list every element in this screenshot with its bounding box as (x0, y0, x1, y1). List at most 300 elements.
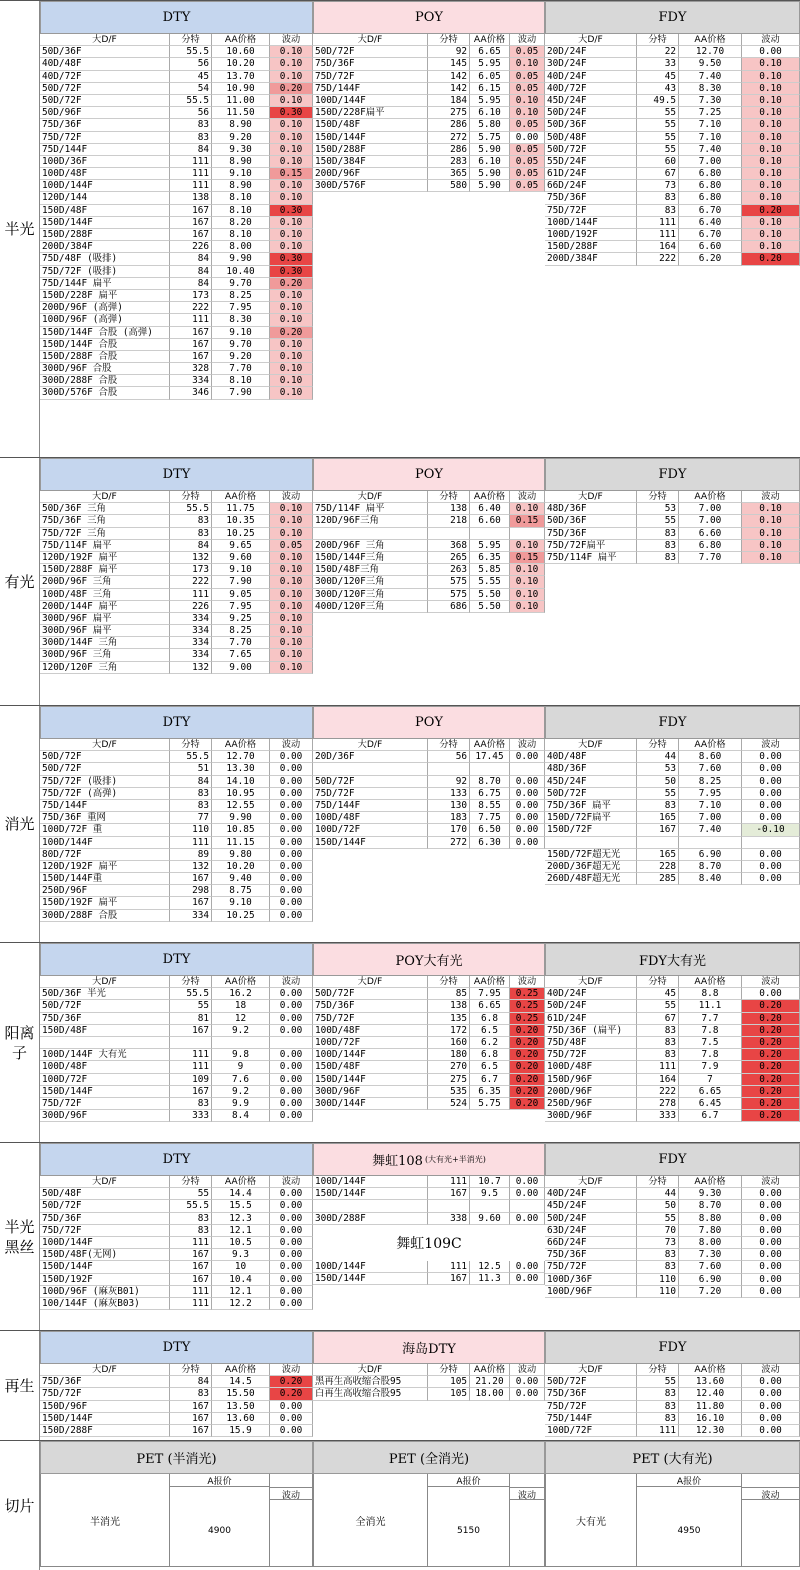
table-row[interactable] (40, 1049, 313, 1061)
table-row[interactable] (40, 1261, 313, 1273)
table-row[interactable] (40, 1249, 313, 1261)
table-row[interactable] (313, 1376, 545, 1388)
spec-cell: 40D/24F (545, 71, 637, 83)
table-row[interactable] (545, 1237, 800, 1249)
table-row[interactable] (313, 824, 545, 836)
spec-cell: 75D/72F (高弹) (40, 788, 170, 800)
table-row[interactable] (545, 1200, 800, 1212)
table-row[interactable] (40, 229, 313, 241)
spec-cell: 50D/24F (545, 107, 637, 119)
table-row[interactable] (313, 788, 545, 800)
change-cell: 0.00 (270, 1098, 313, 1110)
section-label: 消光 (0, 706, 40, 942)
spec-cell: 75D/72F (吸排) (40, 776, 170, 788)
change-cell: 0.10 (270, 613, 313, 625)
table-row[interactable] (313, 1049, 545, 1061)
price-cell: 10.4 (212, 1274, 270, 1286)
table-row[interactable] (545, 71, 800, 83)
table-row[interactable] (313, 71, 545, 83)
spec-cell: 100D/72F 重 (40, 824, 170, 836)
table-row[interactable] (545, 253, 800, 265)
table-row[interactable] (40, 601, 313, 613)
table-row[interactable] (545, 58, 800, 70)
pet-change-col (270, 1474, 313, 1567)
table-row[interactable] (545, 144, 800, 156)
table-row[interactable] (40, 625, 313, 637)
table-row[interactable] (40, 351, 313, 363)
table-row[interactable] (313, 763, 545, 775)
table-row[interactable] (40, 1213, 313, 1225)
price-cell: 9.10 (212, 897, 270, 909)
table-row[interactable] (313, 503, 545, 515)
table-row[interactable] (545, 988, 800, 1000)
table-row[interactable] (545, 1401, 800, 1413)
table-row[interactable] (545, 241, 800, 253)
table-row[interactable] (40, 1200, 313, 1212)
table-row[interactable] (40, 1074, 313, 1086)
dtex-cell: 167 (170, 1025, 212, 1037)
table-row[interactable] (40, 897, 313, 909)
price-cell: 7.8 (679, 1049, 742, 1061)
table-row[interactable] (313, 776, 545, 788)
table-row[interactable] (545, 1425, 800, 1437)
table-row[interactable] (545, 229, 800, 241)
table-row[interactable] (313, 1213, 545, 1225)
table-row[interactable] (40, 1098, 313, 1110)
table-row[interactable] (545, 1261, 800, 1273)
block-fdy (545, 1331, 800, 1437)
block-dty (40, 706, 313, 922)
column-header: 分特 (637, 739, 679, 751)
dtex-cell: 286 (428, 119, 470, 131)
table-row[interactable] (40, 1376, 313, 1388)
section-label: 阳离子 (0, 943, 40, 1142)
table-row[interactable] (40, 837, 313, 849)
table-row[interactable] (313, 988, 545, 1000)
table-row[interactable] (313, 1388, 545, 1400)
spec-cell: 50D/48F (40, 1188, 170, 1200)
spec-cell: 75D/144F (313, 83, 428, 95)
price-cell: 6.10 (470, 107, 510, 119)
table-row[interactable] (40, 58, 313, 70)
column-header: AA价格 (679, 34, 742, 46)
change-cell: 0.00 (270, 800, 313, 812)
table-row[interactable] (313, 1200, 545, 1212)
table-row[interactable] (40, 564, 313, 576)
table-row[interactable] (545, 1188, 800, 1200)
table-row[interactable] (40, 1286, 313, 1298)
table-row[interactable] (40, 1061, 313, 1073)
change-cell: 0.05 (510, 156, 545, 168)
column-header-row (40, 34, 313, 46)
change-cell: 0.10 (270, 576, 313, 588)
column-header: 大D/F (40, 491, 170, 503)
table-row[interactable] (40, 83, 313, 95)
table-row[interactable] (545, 1274, 800, 1286)
table-row[interactable] (40, 873, 313, 885)
table-row[interactable] (40, 278, 313, 290)
dtex-cell: 111 (637, 1425, 679, 1437)
table-row[interactable] (313, 800, 545, 812)
table-row[interactable] (40, 540, 313, 552)
table-row[interactable] (40, 1086, 313, 1098)
spec-cell: 100D/144F (545, 217, 637, 229)
table-row[interactable] (545, 1098, 800, 1110)
spec-cell: 61D/24F (545, 168, 637, 180)
table-row[interactable] (40, 363, 313, 375)
table-row[interactable] (545, 1225, 800, 1237)
table-row[interactable] (40, 71, 313, 83)
price-cell: 7.30 (679, 1249, 742, 1261)
table-row[interactable] (40, 1237, 313, 1249)
change-cell: 0.00 (742, 1401, 800, 1413)
table-row[interactable] (40, 1425, 313, 1437)
table-row[interactable] (313, 1098, 545, 1110)
table-row[interactable] (40, 1388, 313, 1400)
spec-cell: 260D/48F超无光 (545, 873, 637, 885)
spec-cell: 150D/48F(无网) (40, 1249, 170, 1261)
spec-cell: 66D/24F (545, 1237, 637, 1249)
table-row[interactable] (545, 1000, 800, 1012)
table-row[interactable] (40, 1401, 313, 1413)
table-row[interactable] (313, 1013, 545, 1025)
table-row[interactable] (40, 637, 313, 649)
table-row[interactable] (313, 528, 545, 540)
table-row[interactable] (40, 849, 313, 861)
change-cell: 0.00 (510, 788, 545, 800)
table-row[interactable] (545, 1388, 800, 1400)
price-label: A报价 (428, 1474, 509, 1487)
table-row[interactable] (40, 885, 313, 897)
table-row[interactable] (313, 515, 545, 527)
table-row[interactable] (40, 1225, 313, 1237)
price-cell: 5.95 (470, 58, 510, 70)
table-row[interactable] (40, 192, 313, 204)
dtex-cell: 167 (170, 1086, 212, 1098)
table-row[interactable] (40, 528, 313, 540)
price-cell: 7.95 (679, 788, 742, 800)
dtex-cell: 70 (637, 1225, 679, 1237)
table-row[interactable] (313, 156, 545, 168)
table-row[interactable] (313, 1074, 545, 1086)
table-row[interactable] (40, 613, 313, 625)
table-row[interactable] (40, 241, 313, 253)
spec-cell: 75D/36F 三角 (40, 515, 170, 527)
change-cell: 0.10 (742, 83, 800, 95)
table-row[interactable] (40, 1188, 313, 1200)
table-row[interactable] (545, 192, 800, 204)
table-row[interactable] (40, 1013, 313, 1025)
table-row[interactable] (545, 824, 800, 836)
dtex-cell: 89 (170, 849, 212, 861)
table-row[interactable] (40, 788, 313, 800)
table-row[interactable] (313, 132, 545, 144)
table-row[interactable] (545, 156, 800, 168)
table-row[interactable] (40, 751, 313, 763)
table-row[interactable] (40, 217, 313, 229)
spec-cell: 45D/24F (545, 776, 637, 788)
table-row[interactable] (313, 1176, 545, 1188)
table-row[interactable] (545, 800, 800, 812)
change-cell: 0.20 (270, 327, 313, 339)
column-header: 波动 (742, 739, 800, 751)
table-row[interactable] (313, 180, 545, 192)
table-row[interactable] (545, 46, 800, 58)
spec-cell: 100D/96F (高弹) (40, 314, 170, 326)
table-row[interactable] (40, 156, 313, 168)
block-title: POY (415, 467, 443, 482)
table-row[interactable] (313, 1025, 545, 1037)
change-cell: 0.00 (270, 1274, 313, 1286)
table-row[interactable] (313, 1061, 545, 1073)
table-row[interactable] (545, 503, 800, 515)
table-row[interactable] (40, 589, 313, 601)
change-cell: 0.10 (742, 168, 800, 180)
table-row[interactable] (545, 1249, 800, 1261)
table-row[interactable] (545, 83, 800, 95)
change-cell: 0.00 (270, 988, 313, 1000)
table-row[interactable] (40, 1000, 313, 1012)
table-row[interactable] (545, 552, 800, 564)
table-row[interactable] (40, 988, 313, 1000)
table-row[interactable] (40, 1037, 313, 1049)
spec-cell: 100D/48F (313, 1025, 428, 1037)
change-cell: -0.10 (742, 824, 800, 836)
column-header: AA价格 (470, 976, 510, 988)
table-row[interactable] (545, 180, 800, 192)
dtex-cell: 55 (170, 1188, 212, 1200)
change-cell: 0.00 (510, 800, 545, 812)
table-row[interactable] (313, 58, 545, 70)
table-row[interactable] (545, 1286, 800, 1298)
dtex-cell: 55 (637, 107, 679, 119)
table-row[interactable] (545, 168, 800, 180)
column-header: 大D/F (545, 34, 637, 46)
block-poy (313, 1143, 545, 1285)
change-cell: 0.00 (270, 1261, 313, 1273)
table-row[interactable] (40, 132, 313, 144)
table-row[interactable] (545, 1110, 800, 1122)
table-row[interactable] (313, 812, 545, 824)
spec-cell: 75D/48F (吸排) (40, 253, 170, 265)
table-row[interactable] (40, 800, 313, 812)
table-row[interactable] (40, 515, 313, 527)
dtex-cell: 83 (170, 800, 212, 812)
column-header: AA价格 (212, 739, 270, 751)
table-row[interactable] (545, 812, 800, 824)
table-row[interactable] (545, 1074, 800, 1086)
table-row[interactable] (545, 1025, 800, 1037)
dtex-cell: 84 (170, 776, 212, 788)
table-row[interactable] (313, 46, 545, 58)
price-cell: 9.20 (212, 351, 270, 363)
spec-cell: 50D/72F (313, 988, 428, 1000)
dtex-cell: 84 (170, 144, 212, 156)
table-row[interactable] (40, 649, 313, 661)
table-row[interactable] (313, 1086, 545, 1098)
table-row[interactable] (40, 205, 313, 217)
table-row[interactable] (313, 576, 545, 588)
price-cell: 10.25 (212, 528, 270, 540)
spec-cell: 150D/144F (313, 1074, 428, 1086)
table-row[interactable] (313, 1188, 545, 1200)
table-row[interactable] (40, 1110, 313, 1122)
table-row[interactable] (40, 1413, 313, 1425)
dtex-cell: 83 (170, 119, 212, 131)
table-row[interactable] (313, 540, 545, 552)
table-row[interactable] (313, 119, 545, 131)
table-row[interactable] (40, 327, 313, 339)
change-cell: 0.10 (510, 564, 545, 576)
table-row[interactable] (40, 910, 313, 922)
table-row[interactable] (40, 812, 313, 824)
pet-change-col (742, 1474, 800, 1567)
table-row[interactable] (545, 873, 800, 885)
spec-cell: 100D/72F (313, 824, 428, 836)
table-row[interactable] (545, 217, 800, 229)
table-row[interactable] (545, 1376, 800, 1388)
table-row[interactable] (545, 119, 800, 131)
table-row[interactable] (545, 528, 800, 540)
table-row[interactable] (313, 837, 545, 849)
price-cell: 7.60 (679, 763, 742, 775)
change-cell: 0.10 (270, 58, 313, 70)
dtex-cell: 45 (170, 71, 212, 83)
table-row[interactable] (40, 763, 313, 775)
change-cell: 0.10 (270, 363, 313, 375)
column-header: 分特 (170, 1364, 212, 1376)
block-header (40, 1331, 313, 1364)
table-row[interactable] (40, 302, 313, 314)
table-row[interactable] (40, 168, 313, 180)
table-row[interactable] (313, 589, 545, 601)
table-row[interactable] (313, 144, 545, 156)
table-row[interactable] (40, 824, 313, 836)
table-row[interactable] (40, 861, 313, 873)
block-header (313, 458, 545, 491)
price-value: 4950 (677, 1525, 701, 1536)
table-row[interactable] (545, 1037, 800, 1049)
price-cell: 13.70 (212, 71, 270, 83)
table-row[interactable] (313, 95, 545, 107)
table-row[interactable] (313, 751, 545, 763)
table-row[interactable] (40, 1025, 313, 1037)
table-row[interactable] (313, 1000, 545, 1012)
table-row[interactable] (545, 205, 800, 217)
table-row[interactable] (545, 849, 800, 861)
change-cell: 0.10 (510, 107, 545, 119)
block-fdy (545, 706, 800, 885)
change-cell: 0.10 (510, 576, 545, 588)
pet-block (313, 1441, 545, 1567)
change-cell: 0.30 (270, 107, 313, 119)
table-row[interactable] (40, 266, 313, 278)
table-row[interactable] (545, 1061, 800, 1073)
block-header (545, 458, 800, 491)
table-row[interactable] (545, 132, 800, 144)
price-cell: 8.00 (212, 241, 270, 253)
price-cell: 6.30 (470, 837, 510, 849)
price-cell: 9.20 (212, 132, 270, 144)
table-row[interactable] (545, 788, 800, 800)
dtex-cell: 83 (637, 552, 679, 564)
table-row[interactable] (40, 107, 313, 119)
table-row[interactable] (313, 1037, 545, 1049)
table-row[interactable] (313, 552, 545, 564)
table-row[interactable] (40, 253, 313, 265)
table-row[interactable] (40, 375, 313, 387)
table-row[interactable] (545, 861, 800, 873)
spec-cell: 120D/192F 扁平 (40, 552, 170, 564)
table-row[interactable] (40, 1274, 313, 1286)
change-cell: 0.25 (510, 1000, 545, 1012)
table-row[interactable] (545, 540, 800, 552)
table-row[interactable] (545, 776, 800, 788)
table-row[interactable] (313, 83, 545, 95)
price-cell: 12.30 (679, 1425, 742, 1437)
dtex-cell: 83 (637, 1401, 679, 1413)
table-row[interactable] (313, 564, 545, 576)
column-header: 大D/F (40, 34, 170, 46)
dtex-cell: 222 (637, 1086, 679, 1098)
change-cell: 0.10 (742, 229, 800, 241)
table-row[interactable] (545, 515, 800, 527)
table-row[interactable] (545, 1086, 800, 1098)
table-row[interactable] (545, 1213, 800, 1225)
table-row[interactable] (40, 339, 313, 351)
table-row[interactable] (40, 144, 313, 156)
table-row[interactable] (545, 107, 800, 119)
table-row[interactable] (40, 552, 313, 564)
table-row[interactable] (40, 776, 313, 788)
change-cell: 0.10 (510, 58, 545, 70)
table-row[interactable] (545, 751, 800, 763)
table-row[interactable] (313, 107, 545, 119)
table-row[interactable] (40, 180, 313, 192)
table-row[interactable] (313, 168, 545, 180)
table-row[interactable] (545, 95, 800, 107)
table-row[interactable] (545, 763, 800, 775)
price-cell: 11.3 (470, 1273, 510, 1285)
table-row[interactable] (40, 95, 313, 107)
change-cell: 0.10 (510, 540, 545, 552)
table-row[interactable] (40, 314, 313, 326)
table-row[interactable] (40, 503, 313, 515)
dtex-cell: 55 (637, 1213, 679, 1225)
dtex-cell: 85 (428, 988, 470, 1000)
table-row[interactable] (545, 1049, 800, 1061)
table-row[interactable] (40, 662, 313, 674)
dtex-cell: 55.5 (170, 751, 212, 763)
table-row[interactable] (40, 387, 313, 399)
table-row[interactable] (40, 1298, 313, 1310)
table-row[interactable] (40, 290, 313, 302)
spec-cell: 75D/72F (40, 1388, 170, 1400)
table-row[interactable] (313, 1273, 545, 1285)
spec-cell: 100D/72F (40, 1074, 170, 1086)
table-row[interactable] (40, 46, 313, 58)
table-row[interactable] (40, 576, 313, 588)
block-title: DTY (162, 952, 191, 967)
table-row[interactable] (313, 1261, 545, 1273)
column-header: 分特 (170, 1176, 212, 1188)
column-header: AA价格 (470, 739, 510, 751)
table-row[interactable] (313, 601, 545, 613)
table-row[interactable] (545, 1413, 800, 1425)
table-row[interactable] (545, 1013, 800, 1025)
table-row[interactable] (40, 119, 313, 131)
table-row[interactable] (545, 837, 800, 849)
